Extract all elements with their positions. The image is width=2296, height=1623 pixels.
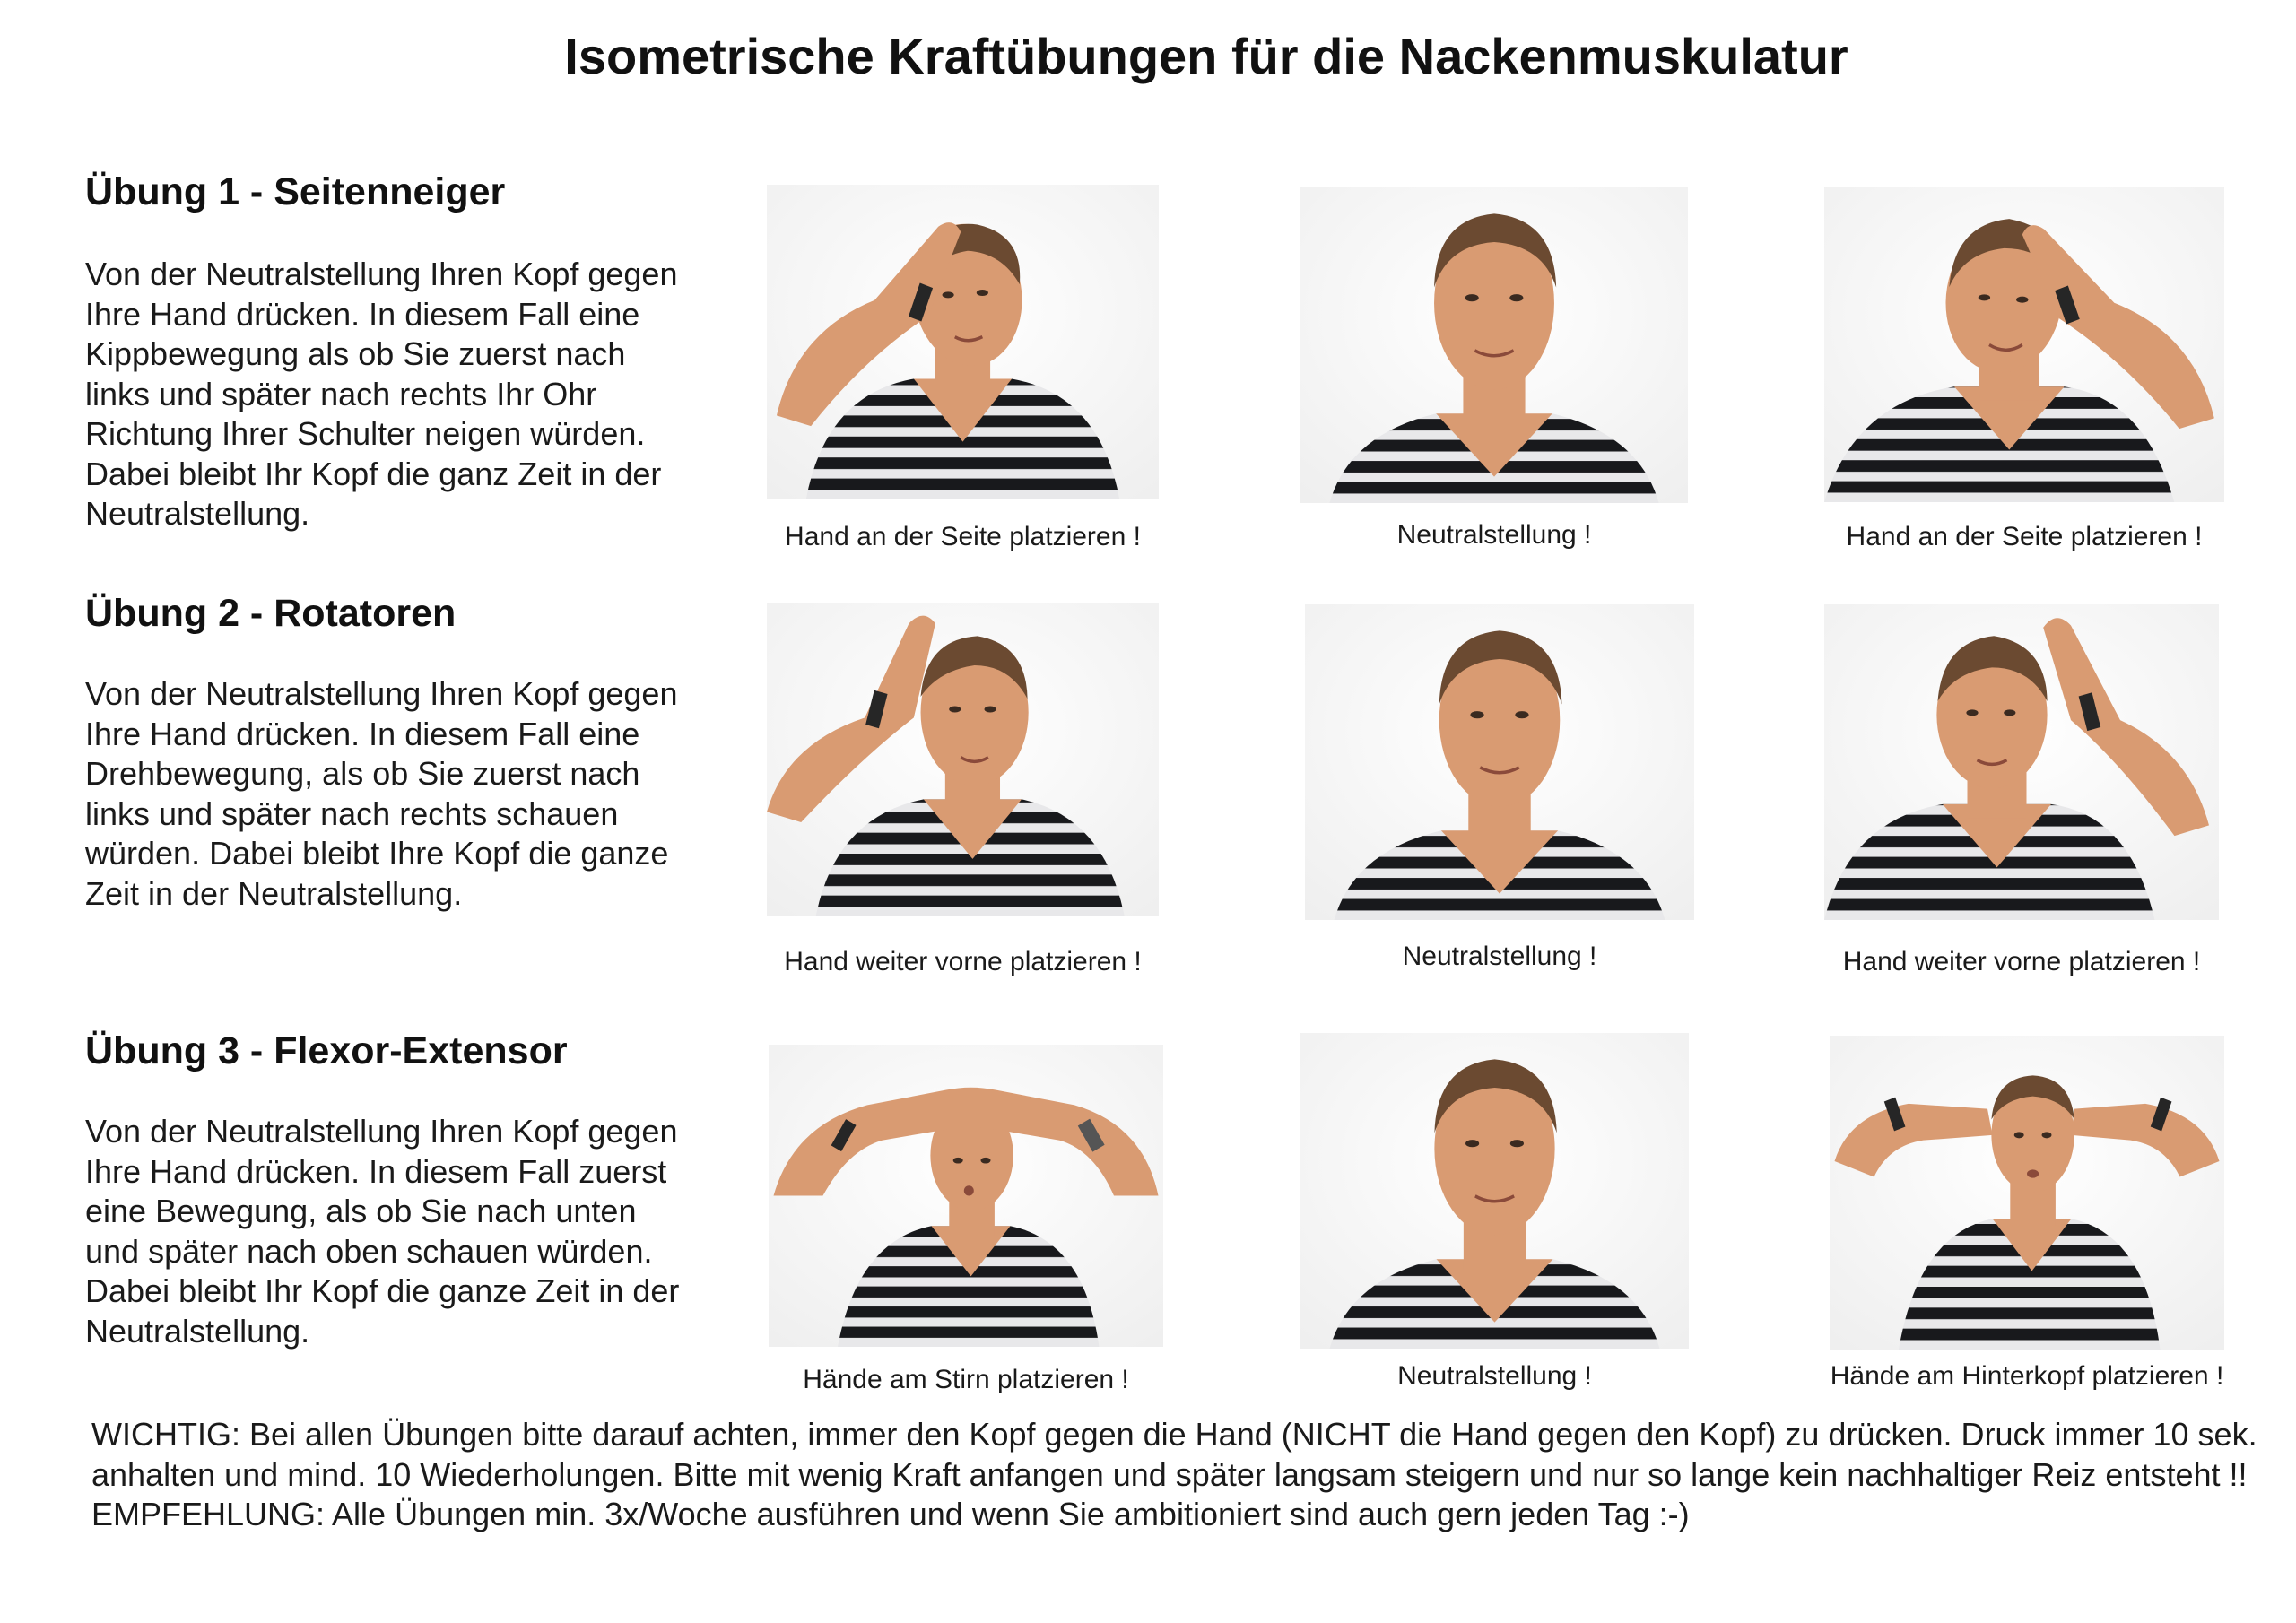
photo-ex2-right-hand	[1824, 604, 2219, 920]
exercise-1-text: Von der Neutralstellung Ihren Kopf gegen Ihre Hand drücken. In diesem Fall eine Kippbewegung als ob Sie zuerst nach links und später nach rechts Ihr Ohr Richtung Ihrer Schulter neigen würden. Dabei bleibt Ihr Kopf die ganz Zeit in der Neutralstellung.	[85, 256, 678, 532]
photo-ex2-left-hand	[767, 603, 1159, 916]
caption-ex3-3: Hände am Hinterkopf platzieren !	[1830, 1361, 2224, 1391]
caption-ex1-2: Neutralstellung !	[1396, 520, 1592, 550]
photo-ex3-neutral	[1300, 1033, 1689, 1349]
caption-ex2-3: Hand weiter vorne platzieren !	[1842, 947, 2201, 976]
caption-ex3-2: Neutralstellung !	[1397, 1361, 1592, 1391]
photo-ex3-forehead	[769, 1045, 1163, 1347]
important-note	[91, 1415, 2262, 1535]
photo-ex3-back-of-head	[1830, 1036, 2224, 1350]
exercise-3-heading: Übung 3 - Flexor-Extensor	[85, 1029, 568, 1072]
note-empfehlung: EMPFEHLUNG: Alle Übungen min. 3x/Woche ausführen und wenn Sie ambitioniert sind auch gern jeden Tag :-)	[91, 1496, 1690, 1532]
exercise-1-heading: Übung 1 - Seitenneiger	[85, 170, 506, 213]
photo-ex1-neutral	[1300, 187, 1688, 503]
caption-ex2-1: Hand weiter vorne platzieren !	[784, 947, 1142, 976]
caption-ex1-3: Hand an der Seite platzieren !	[1846, 522, 2203, 551]
photo-ex2-neutral	[1305, 604, 1694, 920]
caption-ex1-1: Hand an der Seite platzieren !	[785, 522, 1141, 551]
photo-ex1-right-hand	[1824, 187, 2224, 502]
note-wichtig: WICHTIG: Bei allen Übungen bitte darauf achten, immer den Kopf gegen die Hand (NICHT die Hand gegen den Kopf) zu drücken. Druck immer 10 sek. anhalten und mind. 10 Wiederholungen. Bitte mit wenig Kraft anfangen und später langsam steigern und nur so lange kein nachhaltiger Reiz entsteht !!	[91, 1416, 2257, 1493]
exercise-3-text: Von der Neutralstellung Ihren Kopf gegen Ihre Hand drücken. In diesem Fall zuerst eine Bewegung, als ob Sie nach unten und später nach oben schauen würden. Dabei bleibt Ihr Kopf die ganze Zeit in der Neutralstellung.	[85, 1113, 680, 1350]
photo-ex1-left-hand	[767, 185, 1159, 499]
caption-ex2-2: Neutralstellung !	[1402, 942, 1597, 971]
page-title: Isometrische Kraftübungen für die Nackenmuskulatur	[564, 28, 1848, 84]
exercise-2-text: Von der Neutralstellung Ihren Kopf gegen Ihre Hand drücken. In diesem Fall eine Drehbewegung, als ob Sie zuerst nach links und später nach rechts schauen würden. Dabei bleibt Ihre Kopf die ganze Zeit in der Neutralstellung.	[85, 675, 678, 912]
caption-ex3-1: Hände am Stirn platzieren !	[803, 1365, 1129, 1394]
exercise-2-heading: Übung 2 - Rotatoren	[85, 592, 457, 635]
